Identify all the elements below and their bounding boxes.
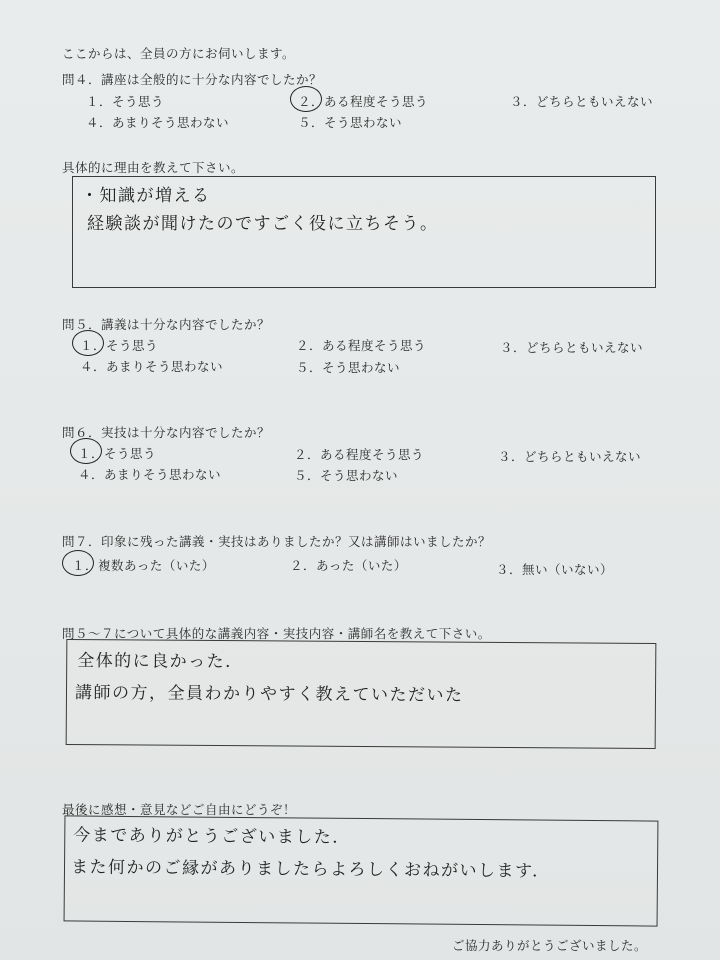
q5-option-5[interactable]: ５．そう思わない <box>296 360 401 375</box>
q57-line-1: 全体的に良かった． <box>77 651 244 673</box>
final-line-1: 今までありがとうございました． <box>73 825 351 848</box>
q4-option-4[interactable]: ４．あまりそう思わない <box>86 115 230 130</box>
q7-option-1[interactable]: １．複数あった（いた） <box>72 558 215 573</box>
q6-title: 問６．実技は十分な内容でしたか？ <box>62 425 271 440</box>
q4-option-5[interactable]: ５．そう思わない <box>298 115 403 130</box>
q7-option-2[interactable]: ２．あった（いた） <box>290 558 407 573</box>
q6-option-3[interactable]: ３．どちらともいえない <box>498 449 642 464</box>
reason-line-1: ・知識が増える <box>81 186 211 206</box>
final-line-2: また何かのご縁がありましたらよろしくおねがいします． <box>70 857 551 882</box>
final-answer-box[interactable] <box>64 815 659 926</box>
q4-option-3[interactable]: ３．どちらともいえない <box>510 94 654 109</box>
q5-option-4[interactable]: ４．あまりそう思わない <box>80 359 224 374</box>
q4-option-2[interactable]: ２．ある程度そう思う <box>298 94 429 109</box>
q5-title: 問５．講義は十分な内容でしたか？ <box>62 317 271 332</box>
q57-title: 問５～７について具体的な講義内容・実技内容・講師名を教えて下さい。 <box>62 626 491 641</box>
thanks-text: ご協力ありがとうございました。 <box>452 938 648 953</box>
reason-line-2: 経験談が聞けたのですごく役に立ちそう。 <box>87 214 439 234</box>
q6-option-4[interactable]: ４．あまりそう思わない <box>78 467 222 482</box>
reason-title: 具体的に理由を教えて下さい。 <box>62 160 245 175</box>
q5-option-3[interactable]: ３．どちらともいえない <box>500 340 644 355</box>
q5-option-1[interactable]: １．そう思う <box>80 338 159 353</box>
q4-option-1[interactable]: １．そう思う <box>86 94 165 109</box>
q4-selected-circle <box>290 86 322 112</box>
q6-option-5[interactable]: ５．そう思わない <box>294 468 399 483</box>
q4-title: 問４．講座は全般的に十分な内容でしたか？ <box>62 72 323 87</box>
q6-option-2[interactable]: ２．ある程度そう思う <box>294 447 425 462</box>
reason-answer-box[interactable] <box>72 176 656 288</box>
q6-option-1[interactable]: １．そう思う <box>78 446 157 461</box>
q7-title: 問７．印象に残った講義・実技はありましたか？又は講師はいましたか？ <box>62 534 492 549</box>
q7-option-3[interactable]: ３．無い（いない） <box>496 562 614 577</box>
final-title: 最後に感想・意見などご自由にどうぞ！ <box>62 802 297 817</box>
q57-line-2: 講師の方，全員わかりやすく教えていただいた <box>74 683 464 706</box>
intro-text: ここからは、全員の方にお伺いします。 <box>62 46 296 61</box>
q57-answer-box[interactable] <box>66 639 657 749</box>
q5-option-2[interactable]: ２．ある程度そう思う <box>296 338 427 353</box>
